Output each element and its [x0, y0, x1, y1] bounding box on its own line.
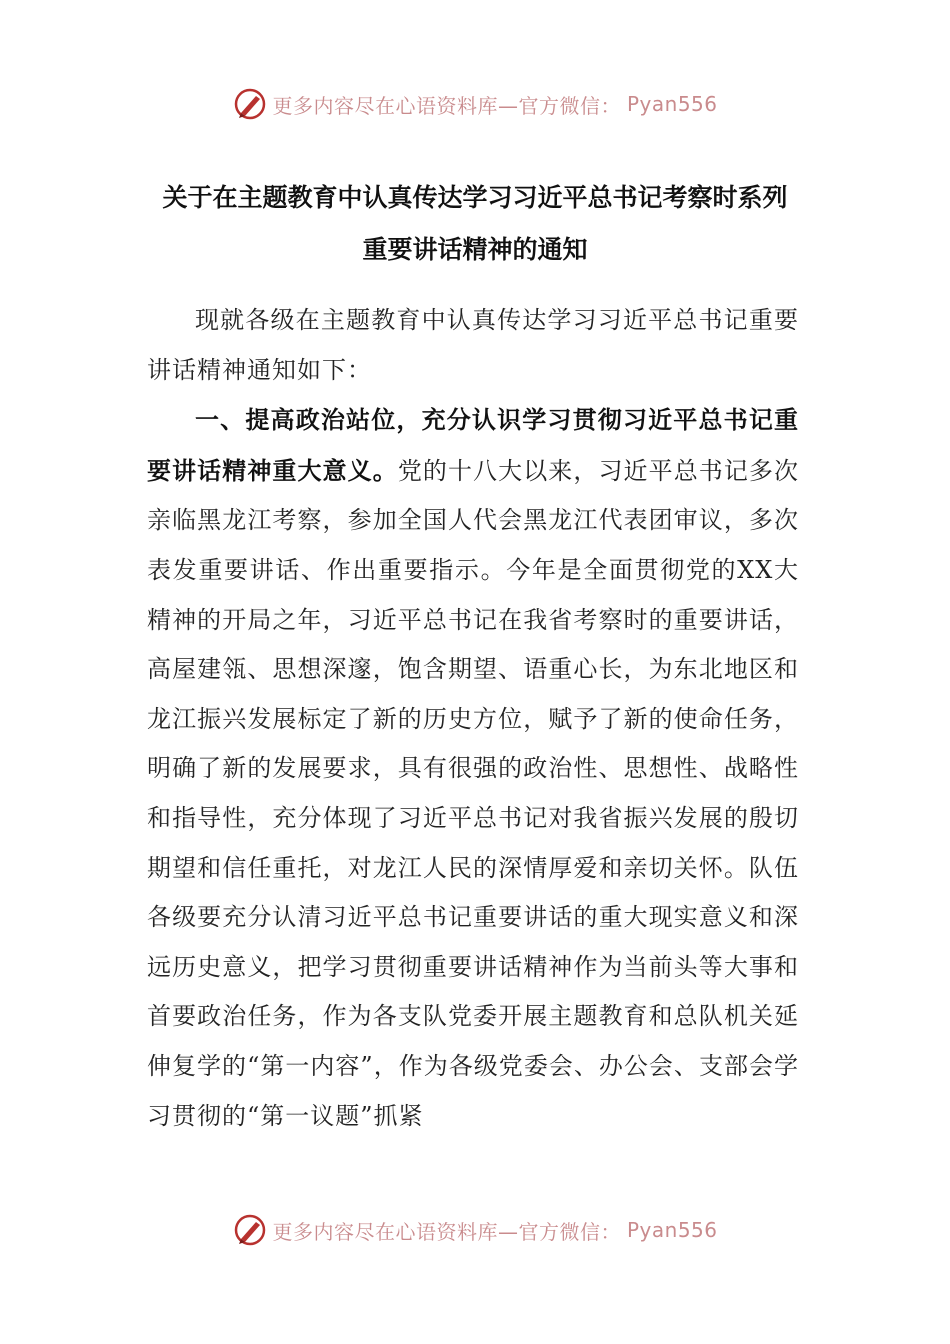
footer-watermark-banner	[0, 1210, 950, 1250]
title-line-2: 重要讲话精神的通知	[362, 235, 588, 264]
banner-wechat-id: Pyan556	[626, 1218, 718, 1242]
document-title	[120, 172, 830, 276]
section-1-heading: 一、提高政治站位，充分认识学习贯彻习近平总书记重要讲话精神重大意义。	[147, 405, 799, 485]
document-body	[147, 296, 799, 1141]
section-1-paragraph	[147, 395, 799, 1141]
intro-paragraph: 现就各级在主题教育中认真传达学习习近平总书记重要讲话精神通知如下：	[147, 306, 799, 384]
banner-wechat-id: Pyan556	[626, 92, 718, 116]
pen-logo-icon	[232, 1212, 268, 1248]
title-line-1: 关于在主题教育中认真传达学习习近平总书记考察时系列	[162, 183, 788, 212]
header-watermark-banner	[0, 84, 950, 124]
banner-text: 更多内容尽在心语资料库—官方微信：	[272, 93, 621, 118]
pen-logo-icon	[232, 86, 268, 122]
section-1-body: 党的十八大以来，习近平总书记多次亲临黑龙江考察，参加全国人代会黑龙江代表团审议，多次表发重要讲话、作出重要指示。今年是全面贯彻党的XX大精神的开局之年，习近平总书记在我省考察时的重要讲话，高屋建瓴、思想深邃，饱含期望、语重心长，为东北地区和龙江振兴发展标定了新的历史方位，赋予了新的使命任务，明确了新的发展要求，具有很强的政治性、思想性、战略性和指导性，充分体现了习近平总书记对我省振兴发展的殷切期望和信任重托，对龙江人民的深情厚爱和亲切关怀。队伍各级要充分认清习近平总书记重要讲话的重大现实意义和深远历史意义，把学习贯彻重要讲话精神作为当前头等大事和首要政治任务，作为各支队党委开展主题教育和总队机关延伸复学的“第一内容”，作为各级党委会、办公会、支部会学习贯彻的“第一议题”抓紧	[147, 456, 800, 1130]
banner-text: 更多内容尽在心语资料库—官方微信：	[272, 1219, 621, 1244]
